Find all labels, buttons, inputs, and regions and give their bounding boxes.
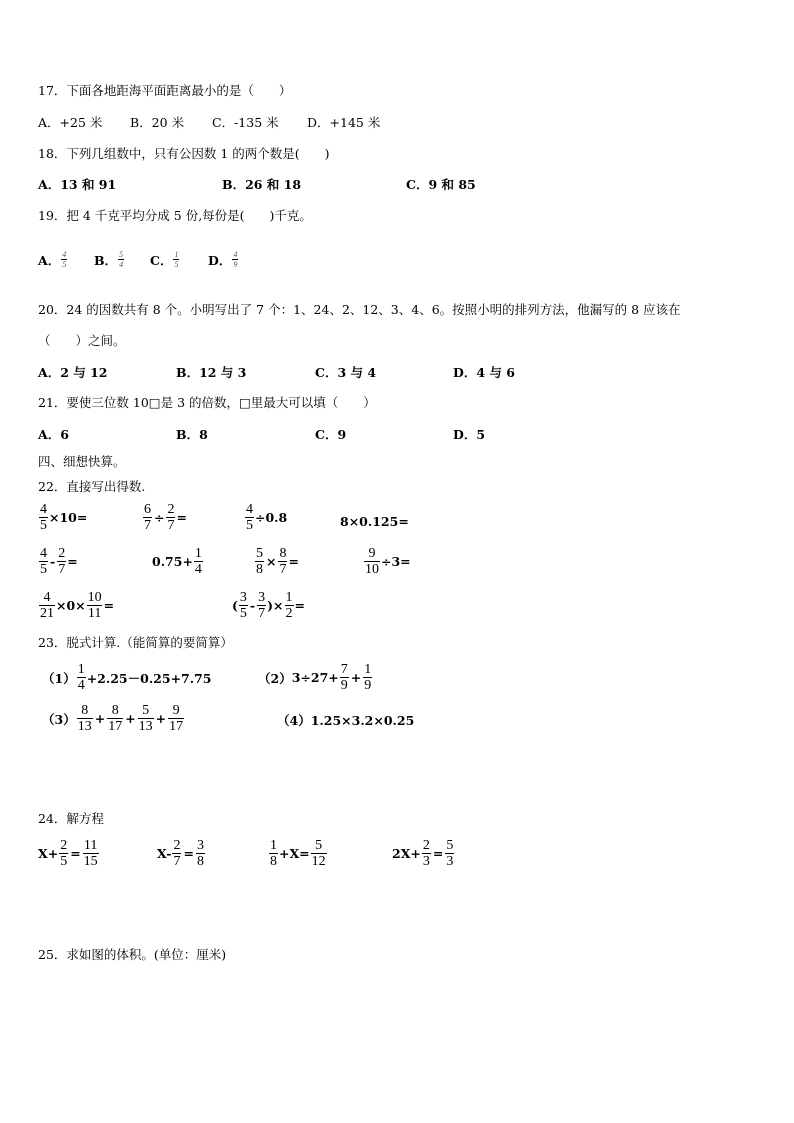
q21-option-c[interactable]: C．9 bbox=[315, 427, 347, 442]
fraction: $\frac{8}{13}$ bbox=[77, 703, 92, 734]
fraction: $\frac{1}{4}$ bbox=[77, 662, 85, 693]
q19-fraction-a: $\frac{4}{5}$ bbox=[62, 250, 67, 269]
fraction: $\frac{1}{9}$ bbox=[364, 662, 372, 693]
fraction: $\frac{9}{10}$ bbox=[365, 546, 379, 577]
q19-option-a[interactable] bbox=[38, 250, 68, 269]
q22-r3-a: $\frac{4}{21}$ ×0× $\frac{10}{11}$ = bbox=[40, 590, 115, 621]
q23-part-1: （1） $\frac{1}{4}$ +2.25－0.25+7.75 bbox=[42, 662, 212, 693]
q19-option-d[interactable] bbox=[208, 250, 239, 269]
fraction: $\frac{1}{4}$ bbox=[194, 546, 202, 577]
q23-part-2: （2） 3÷27+ $\frac{7}{9}$ + $\frac{1}{9}$ bbox=[258, 662, 372, 693]
question-20-stem-line2: （ ）之间。 bbox=[38, 333, 126, 348]
q22-r2-b: 0.75+ $\frac{1}{4}$ bbox=[152, 546, 202, 577]
q17-option-a[interactable]: A．+25 米 bbox=[38, 115, 103, 130]
q20-option-a[interactable]: A．2 与 12 bbox=[38, 365, 108, 380]
fraction: $\frac{3}{8}$ bbox=[196, 838, 204, 869]
question-21-stem: 21．要使三位数 10□是 3 的倍数，□里最大可以填（ ） bbox=[38, 395, 376, 410]
q19-option-d-label: D． bbox=[208, 252, 232, 268]
question-23-stem: 23．脱式计算.（能简算的要简算） bbox=[38, 635, 233, 650]
fraction: $\frac{4}{5}$ bbox=[40, 502, 47, 533]
fraction: $\frac{5}{3}$ bbox=[446, 838, 454, 869]
question-24-stem: 24．解方程 bbox=[38, 811, 104, 826]
q21-option-d[interactable]: D．5 bbox=[453, 427, 486, 442]
q18-option-c[interactable]: C．9 和 85 bbox=[406, 177, 476, 192]
q17-option-b[interactable]: B．20 米 bbox=[130, 115, 185, 130]
q18-option-a[interactable]: A．13 和 91 bbox=[38, 177, 117, 192]
fraction: $\frac{5}{13}$ bbox=[138, 703, 153, 734]
q24-equation-4: 2X+ $\frac{2}{3}$ = $\frac{5}{3}$ bbox=[392, 838, 454, 869]
fraction: $\frac{5}{12}$ bbox=[311, 838, 326, 869]
q21-option-a[interactable]: A．6 bbox=[38, 427, 69, 442]
q22-r1-d: 8×0.125= bbox=[340, 514, 409, 529]
q20-option-b[interactable]: B．12 与 3 bbox=[176, 365, 247, 380]
q19-fraction-d: $\frac{4}{9}$ bbox=[233, 250, 238, 269]
question-17-stem: 17．下面各地距海平面距离最小的是（ ） bbox=[38, 83, 292, 98]
fraction: $\frac{2}{3}$ bbox=[422, 838, 430, 869]
q22-r2-c: $\frac{5}{8}$ × $\frac{8}{7}$ = bbox=[256, 546, 299, 577]
fraction: $\frac{4}{21}$ bbox=[40, 590, 54, 621]
q24-equation-2: X- $\frac{2}{7}$ = $\frac{3}{8}$ bbox=[157, 838, 204, 869]
section-heading: 四、细想快算。 bbox=[38, 454, 126, 469]
fraction: $\frac{3}{5}$ bbox=[239, 590, 247, 621]
q21-option-b[interactable]: B．8 bbox=[176, 427, 208, 442]
question-22-stem: 22．直接写出得数. bbox=[38, 479, 146, 494]
question-20-stem-line1: 20．24 的因数共有 8 个。小明写出了 7 个：1、24、2、12、3、4、6。按照小明的排列方法，他漏写的 8 应该在 bbox=[38, 302, 681, 317]
fraction: $\frac{2}{7}$ bbox=[58, 546, 66, 577]
fraction: $\frac{2}{7}$ bbox=[167, 502, 175, 533]
fraction: $\frac{8}{17}$ bbox=[108, 703, 123, 734]
q22-r1-c: $\frac{4}{5}$ ÷0.8 bbox=[246, 502, 288, 533]
q23-part-4: （4） 1.25×3.2×0.25 bbox=[277, 712, 415, 728]
q19-option-b[interactable] bbox=[94, 250, 125, 269]
fraction: $\frac{1}{8}$ bbox=[270, 838, 277, 869]
fraction: $\frac{10}{11}$ bbox=[87, 590, 102, 621]
q24-equation-3: $\frac{1}{8}$ +X= $\frac{5}{12}$ bbox=[270, 838, 326, 869]
fraction: $\frac{4}{5}$ bbox=[40, 546, 47, 577]
fraction: $\frac{5}{8}$ bbox=[256, 546, 263, 577]
q22-r3-b: ( $\frac{3}{5}$ - $\frac{3}{7}$ )× $\frac{1}{2}$ = bbox=[232, 590, 305, 621]
q17-option-d[interactable]: D．+145 米 bbox=[307, 115, 381, 130]
q19-option-c-label: C． bbox=[150, 252, 173, 268]
question-19-stem: 19．把 4 千克平均分成 5 份,每份是( )千克。 bbox=[38, 208, 312, 223]
q19-fraction-c: $\frac{1}{5}$ bbox=[174, 250, 179, 269]
q18-option-b[interactable]: B．26 和 18 bbox=[222, 177, 302, 192]
fraction: $\frac{6}{7}$ bbox=[144, 502, 151, 533]
fraction: $\frac{2}{5}$ bbox=[60, 838, 68, 869]
q22-r1-a: $\frac{4}{5}$ ×10= bbox=[40, 502, 88, 533]
q19-option-a-label: A． bbox=[38, 252, 61, 268]
q22-r1-b: $\frac{6}{7}$ ÷ $\frac{2}{7}$ = bbox=[144, 502, 187, 533]
fraction: $\frac{11}{15}$ bbox=[83, 838, 98, 869]
q24-equation-1: X+ $\frac{2}{5}$ = $\frac{11}{15}$ bbox=[38, 838, 98, 869]
fraction: $\frac{3}{7}$ bbox=[258, 590, 266, 621]
q22-r2-a: $\frac{4}{5}$ - $\frac{2}{7}$ = bbox=[40, 546, 78, 577]
q17-option-c[interactable]: C．-135 米 bbox=[212, 115, 279, 130]
q19-option-b-label: B． bbox=[94, 252, 118, 268]
fraction: $\frac{2}{7}$ bbox=[173, 838, 181, 869]
q23-part-3: （3） $\frac{8}{13}$ + $\frac{8}{17}$ + $\frac{5}{13}$ + $\frac{9}{17}$ bbox=[42, 703, 184, 734]
fraction: $\frac{9}{17}$ bbox=[169, 703, 184, 734]
q20-option-c[interactable]: C．3 与 4 bbox=[315, 365, 377, 380]
q22-r2-d: $\frac{9}{10}$ ÷3= bbox=[365, 546, 411, 577]
question-25-stem: 25．求如图的体积。(单位：厘米) bbox=[38, 947, 227, 962]
q20-option-d[interactable]: D．4 与 6 bbox=[453, 365, 515, 380]
q19-fraction-b: $\frac{5}{4}$ bbox=[119, 250, 124, 269]
q19-option-c[interactable] bbox=[150, 250, 180, 269]
fraction: $\frac{4}{5}$ bbox=[246, 502, 253, 533]
fraction: $\frac{1}{2}$ bbox=[285, 590, 293, 621]
fraction: $\frac{8}{7}$ bbox=[279, 546, 287, 577]
question-18-stem: 18．下列几组数中，只有公因数 1 的两个数是( ) bbox=[38, 146, 330, 161]
fraction: $\frac{7}{9}$ bbox=[340, 662, 348, 693]
